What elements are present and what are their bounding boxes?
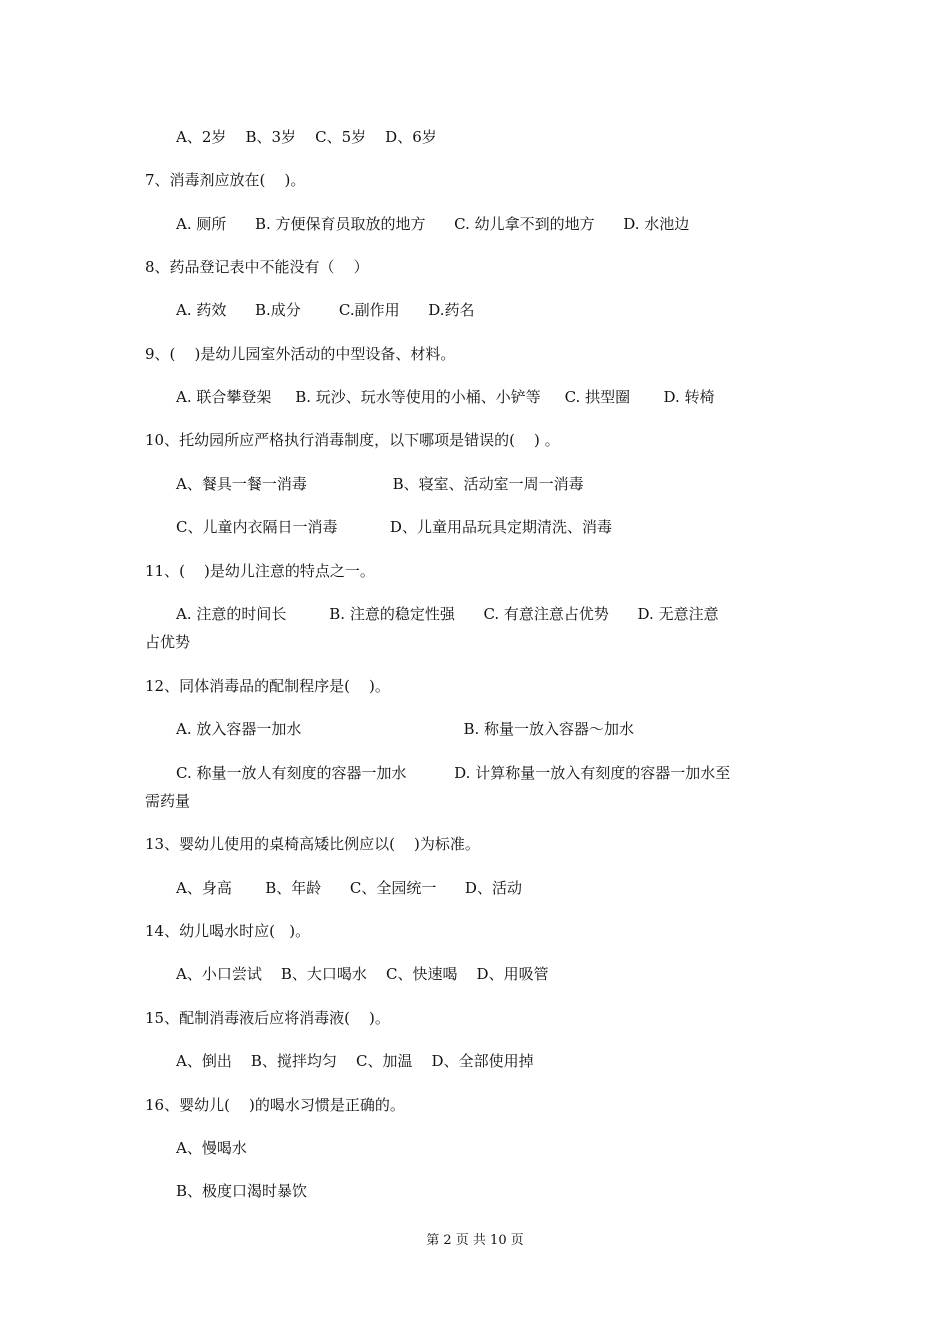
question-8: 8、药品登记表中不能没有（ ） — [145, 258, 369, 276]
q11-options: A. 注意的时间长 B. 注意的稳定性强 C. 有意注意占优势 D. 无意注意 — [176, 605, 719, 623]
question-16: 16、婴幼儿( )的喝水习惯是正确的。 — [145, 1096, 405, 1114]
question-12: 12、同体消毒品的配制程序是( )。 — [145, 677, 390, 695]
q6-options: A、2岁 B、3岁 C、5岁 D、6岁 — [176, 128, 437, 146]
q12-options-wrap: 需药量 — [145, 792, 191, 810]
q10-options-row1: A、餐具一餐一消毒 B、寝室、活动室一周一消毒 — [176, 475, 584, 493]
q12-options-row1: A. 放入容器一加水 B. 称量一放入容器～加水 — [176, 720, 635, 738]
q11-options-wrap: 占优势 — [145, 633, 191, 651]
q16-option-a: A、慢喝水 — [176, 1139, 247, 1157]
q13-options: A、身高 B、年龄 C、全园统一 D、活动 — [176, 879, 522, 897]
q16-option-b: B、极度口渴时暴饮 — [176, 1182, 308, 1200]
question-14: 14、幼儿喝水时应( )。 — [145, 922, 311, 940]
q12-options-row2: C. 称量一放人有刻度的容器一加水 D. 计算称量一放入有刻度的容器一加水至 — [176, 764, 731, 782]
question-7: 7、消毒剂应放在( )。 — [145, 171, 306, 189]
q8-options: A. 药效 B.成分 C.副作用 D.药名 — [176, 301, 475, 319]
q10-options-row2: C、儿童内衣隔日一消毒 D、儿童用品玩具定期清洗、消毒 — [176, 518, 612, 536]
q14-options: A、小口尝试 B、大口喝水 C、快速喝 D、用吸管 — [176, 965, 549, 983]
q15-options: A、倒出 B、搅拌均匀 C、加温 D、全部使用掉 — [176, 1052, 534, 1070]
question-9: 9、( )是幼儿园室外活动的中型设备、材料。 — [145, 345, 456, 363]
question-15: 15、配制消毒液后应将消毒液( )。 — [145, 1009, 390, 1027]
q7-options: A. 厕所 B. 方便保育员取放的地方 C. 幼儿拿不到的地方 D. 水池边 — [176, 215, 690, 233]
question-13: 13、婴幼儿使用的桌椅高矮比例应以( )为标准。 — [145, 835, 480, 853]
page-footer: 第 2 页 共 10 页 — [426, 1233, 524, 1248]
question-10: 10、托幼园所应严格执行消毒制度，以下哪项是错误的( ) 。 — [145, 431, 560, 449]
question-11: 11、( )是幼儿注意的特点之一。 — [145, 562, 375, 580]
q9-options: A. 联合攀登架 B. 玩沙、玩水等使用的小桶、小铲等 C. 拱型圈 D. 转椅 — [176, 388, 715, 406]
